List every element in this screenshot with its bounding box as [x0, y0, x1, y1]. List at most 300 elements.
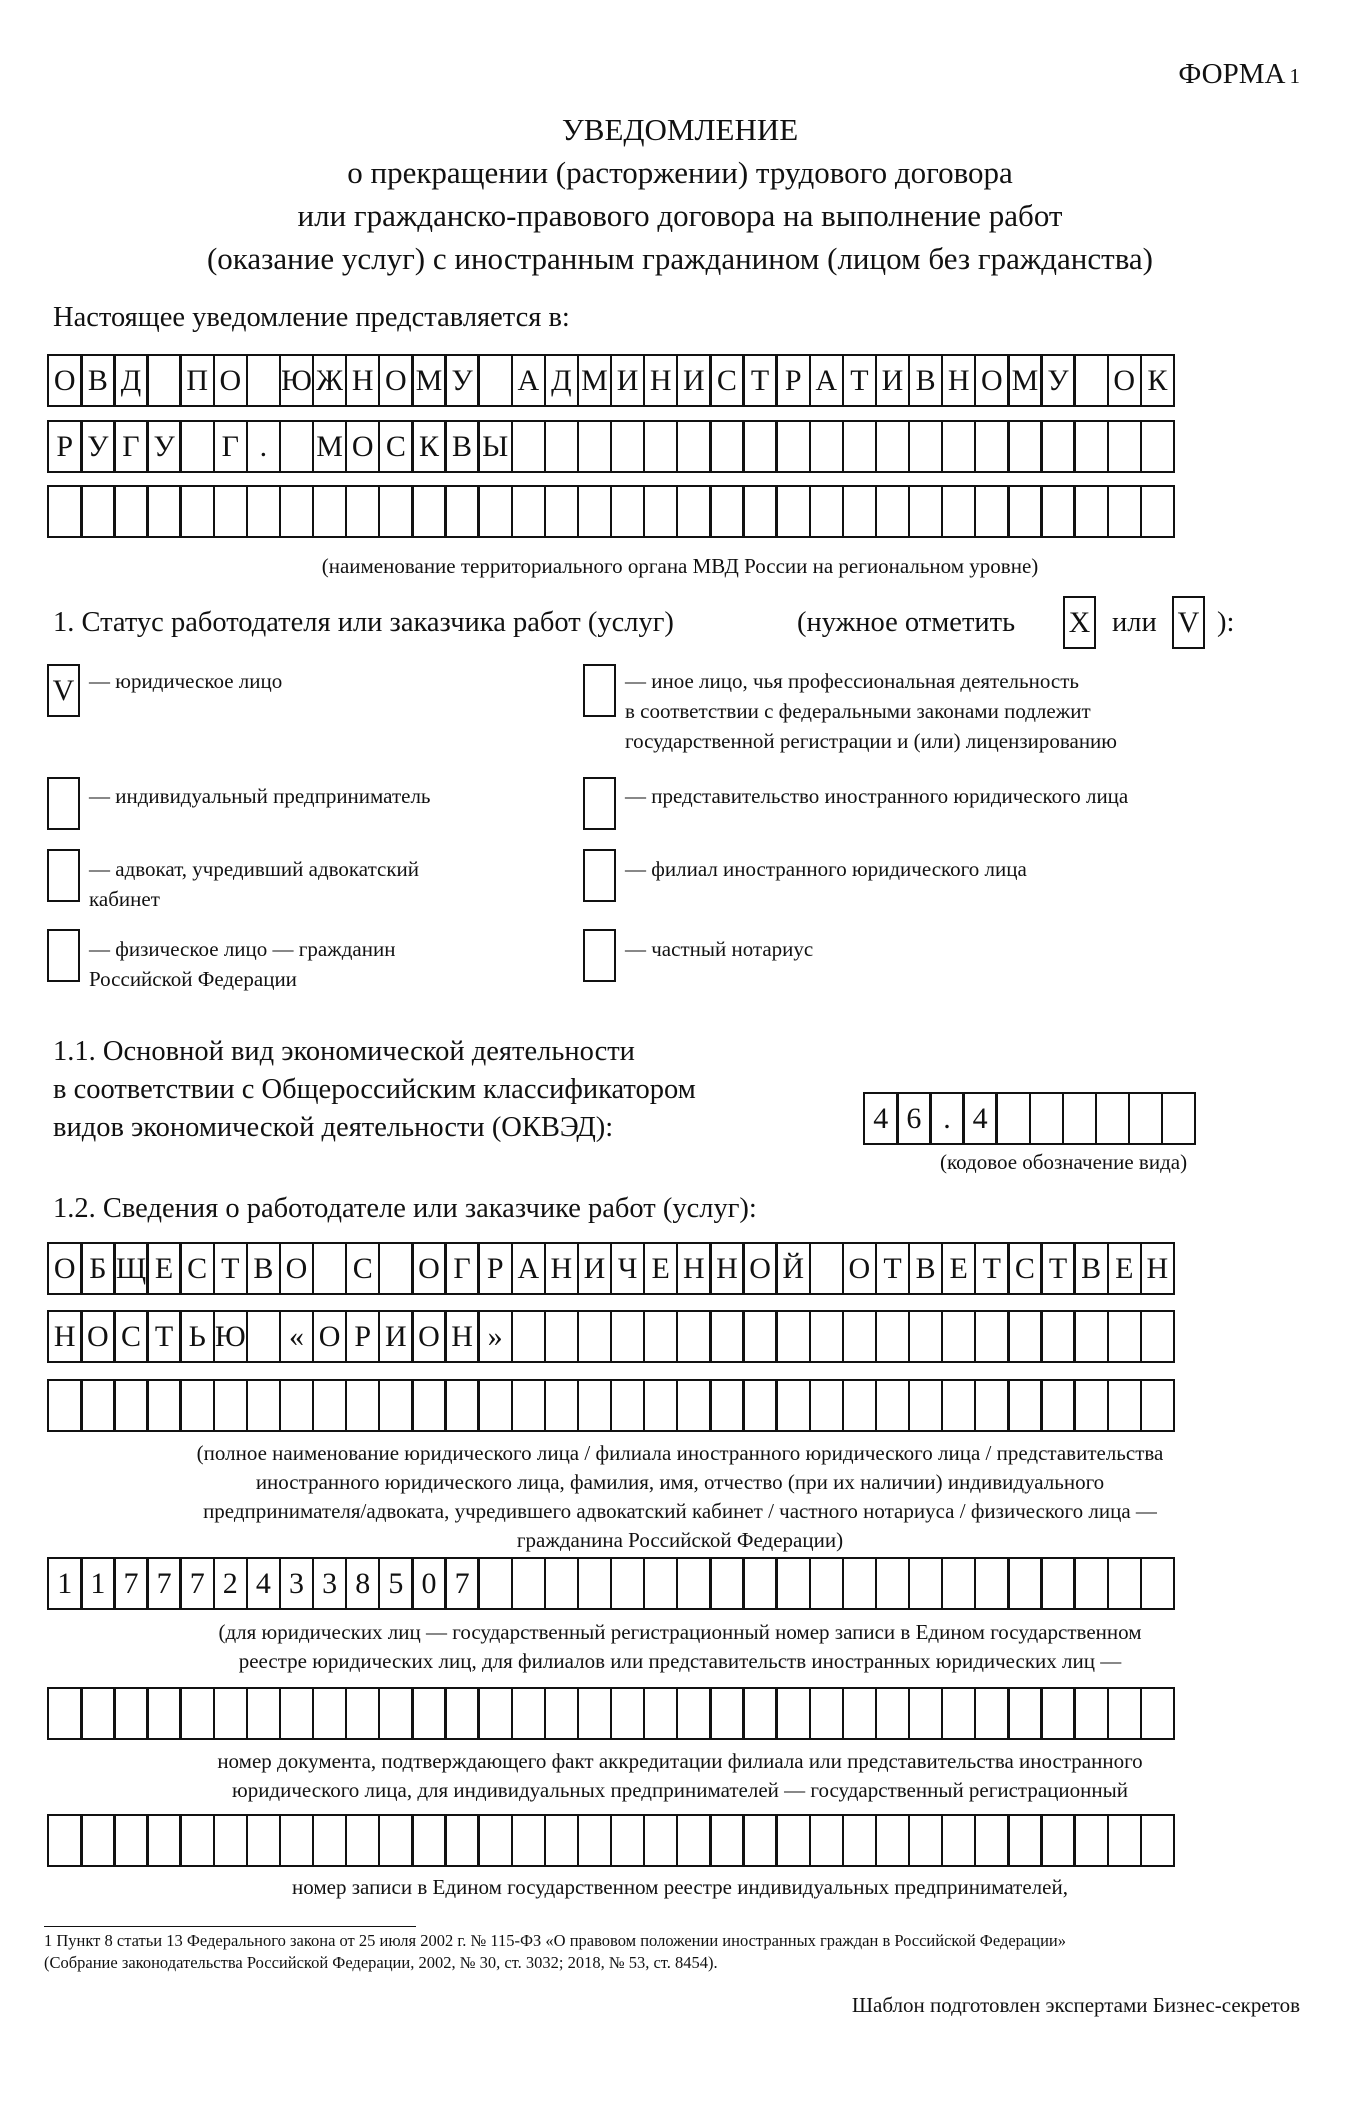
char-cell[interactable]	[676, 1814, 712, 1867]
char-cell[interactable]: .	[929, 1092, 965, 1145]
char-cell[interactable]	[279, 1379, 315, 1432]
char-cell[interactable]: Ч	[610, 1242, 646, 1295]
char-cell[interactable]: С	[378, 420, 414, 473]
char-cell[interactable]: И	[378, 1310, 414, 1363]
okved-code-cells[interactable]	[863, 1092, 1196, 1145]
char-cell[interactable]	[146, 1687, 182, 1740]
char-cell[interactable]	[179, 1379, 215, 1432]
char-cell[interactable]	[643, 485, 679, 538]
char-cell[interactable]	[80, 1814, 116, 1867]
char-cell[interactable]	[709, 485, 745, 538]
char-cell[interactable]	[995, 1092, 1031, 1145]
char-cell[interactable]: .	[246, 420, 282, 473]
char-cell[interactable]: Т	[875, 1242, 911, 1295]
char-cell[interactable]	[742, 420, 778, 473]
char-cell[interactable]	[875, 485, 911, 538]
char-cell[interactable]	[643, 1557, 679, 1610]
char-cell[interactable]	[577, 1687, 613, 1740]
char-cell[interactable]	[610, 1814, 646, 1867]
char-cell[interactable]	[477, 1557, 513, 1610]
char-cell[interactable]	[908, 485, 944, 538]
char-cell[interactable]	[444, 1379, 480, 1432]
char-cell[interactable]	[477, 485, 513, 538]
char-cell[interactable]	[842, 485, 878, 538]
char-cell[interactable]	[709, 1687, 745, 1740]
char-cell[interactable]: И	[875, 354, 911, 407]
char-cell[interactable]	[875, 1557, 911, 1610]
char-cell[interactable]: Й	[775, 1242, 811, 1295]
addressee-row-3[interactable]	[47, 485, 1175, 538]
char-cell[interactable]: Ю	[279, 354, 315, 407]
char-cell[interactable]: С	[179, 1242, 215, 1295]
char-cell[interactable]: Р	[477, 1242, 513, 1295]
char-cell[interactable]	[411, 485, 447, 538]
char-cell[interactable]	[1107, 1687, 1143, 1740]
char-cell[interactable]	[941, 1557, 977, 1610]
char-cell[interactable]	[246, 1687, 282, 1740]
char-cell[interactable]	[246, 1379, 282, 1432]
char-cell[interactable]: Б	[80, 1242, 116, 1295]
char-cell[interactable]	[974, 1557, 1010, 1610]
char-cell[interactable]	[345, 485, 381, 538]
char-cell[interactable]	[610, 1310, 646, 1363]
char-cell[interactable]	[1095, 1092, 1131, 1145]
char-cell[interactable]: О	[1107, 354, 1143, 407]
char-cell[interactable]: О	[345, 420, 381, 473]
char-cell[interactable]: В	[246, 1242, 282, 1295]
egrip-row[interactable]	[47, 1814, 1175, 1867]
char-cell[interactable]	[544, 485, 580, 538]
char-cell[interactable]: О	[213, 354, 249, 407]
char-cell[interactable]	[742, 1379, 778, 1432]
char-cell[interactable]	[47, 485, 83, 538]
char-cell[interactable]: В	[908, 354, 944, 407]
char-cell[interactable]	[80, 1379, 116, 1432]
char-cell[interactable]: О	[47, 1242, 83, 1295]
char-cell[interactable]: Р	[47, 420, 83, 473]
char-cell[interactable]	[676, 1379, 712, 1432]
char-cell[interactable]	[279, 1687, 315, 1740]
char-cell[interactable]	[213, 485, 249, 538]
char-cell[interactable]	[477, 1379, 513, 1432]
char-cell[interactable]	[709, 1557, 745, 1610]
char-cell[interactable]	[378, 1814, 414, 1867]
char-cell[interactable]	[1040, 1557, 1076, 1610]
addressee-row-1[interactable]	[47, 354, 1175, 407]
char-cell[interactable]: Н	[544, 1242, 580, 1295]
char-cell[interactable]: В	[1073, 1242, 1109, 1295]
char-cell[interactable]	[113, 485, 149, 538]
char-cell[interactable]: 7	[179, 1557, 215, 1610]
char-cell[interactable]	[312, 1814, 348, 1867]
char-cell[interactable]	[842, 420, 878, 473]
char-cell[interactable]	[1040, 1310, 1076, 1363]
char-cell[interactable]: С	[113, 1310, 149, 1363]
char-cell[interactable]: Д	[113, 354, 149, 407]
char-cell[interactable]	[610, 485, 646, 538]
char-cell[interactable]	[113, 1687, 149, 1740]
char-cell[interactable]	[842, 1310, 878, 1363]
char-cell[interactable]: Щ	[113, 1242, 149, 1295]
char-cell[interactable]	[1007, 1814, 1043, 1867]
char-cell[interactable]: Т	[146, 1310, 182, 1363]
char-cell[interactable]: О	[411, 1310, 447, 1363]
char-cell[interactable]: О	[80, 1310, 116, 1363]
char-cell[interactable]	[1140, 1379, 1176, 1432]
char-cell[interactable]	[1107, 1814, 1143, 1867]
char-cell[interactable]	[1140, 420, 1176, 473]
char-cell[interactable]: У	[1040, 354, 1076, 407]
char-cell[interactable]	[477, 1814, 513, 1867]
char-cell[interactable]	[875, 1687, 911, 1740]
char-cell[interactable]	[809, 1814, 845, 1867]
char-cell[interactable]: Н	[676, 1242, 712, 1295]
char-cell[interactable]	[279, 420, 315, 473]
char-cell[interactable]	[974, 485, 1010, 538]
char-cell[interactable]	[742, 1814, 778, 1867]
char-cell[interactable]	[80, 485, 116, 538]
char-cell[interactable]	[809, 420, 845, 473]
char-cell[interactable]	[345, 1687, 381, 1740]
char-cell[interactable]: Н	[709, 1242, 745, 1295]
char-cell[interactable]	[246, 1814, 282, 1867]
char-cell[interactable]	[643, 420, 679, 473]
char-cell[interactable]	[941, 1687, 977, 1740]
char-cell[interactable]	[941, 420, 977, 473]
char-cell[interactable]: С	[1007, 1242, 1043, 1295]
char-cell[interactable]	[875, 1379, 911, 1432]
char-cell[interactable]	[146, 1814, 182, 1867]
char-cell[interactable]	[941, 1814, 977, 1867]
char-cell[interactable]	[378, 485, 414, 538]
char-cell[interactable]	[1140, 485, 1176, 538]
char-cell[interactable]: П	[179, 354, 215, 407]
char-cell[interactable]	[676, 420, 712, 473]
char-cell[interactable]	[1062, 1092, 1098, 1145]
char-cell[interactable]: Н	[444, 1310, 480, 1363]
char-cell[interactable]	[345, 1814, 381, 1867]
char-cell[interactable]	[842, 1557, 878, 1610]
char-cell[interactable]	[941, 485, 977, 538]
char-cell[interactable]: Т	[742, 354, 778, 407]
checkbox-branch[interactable]	[583, 849, 616, 902]
char-cell[interactable]	[1007, 1557, 1043, 1610]
char-cell[interactable]: Н	[1140, 1242, 1176, 1295]
char-cell[interactable]	[511, 1379, 547, 1432]
char-cell[interactable]	[809, 1379, 845, 1432]
checkbox-individual-entrepreneur[interactable]	[47, 777, 80, 830]
char-cell[interactable]: О	[378, 354, 414, 407]
char-cell[interactable]: У	[80, 420, 116, 473]
char-cell[interactable]	[179, 420, 215, 473]
accreditation-row[interactable]	[47, 1687, 1175, 1740]
char-cell[interactable]	[775, 1687, 811, 1740]
char-cell[interactable]	[709, 1310, 745, 1363]
char-cell[interactable]: О	[974, 354, 1010, 407]
char-cell[interactable]	[477, 1687, 513, 1740]
char-cell[interactable]	[312, 1379, 348, 1432]
char-cell[interactable]	[146, 1379, 182, 1432]
char-cell[interactable]: О	[411, 1242, 447, 1295]
char-cell[interactable]	[47, 1814, 83, 1867]
char-cell[interactable]	[544, 1557, 580, 1610]
char-cell[interactable]: »	[477, 1310, 513, 1363]
char-cell[interactable]	[213, 1379, 249, 1432]
char-cell[interactable]	[809, 1242, 845, 1295]
char-cell[interactable]	[742, 1557, 778, 1610]
char-cell[interactable]	[1073, 1379, 1109, 1432]
char-cell[interactable]	[577, 1557, 613, 1610]
char-cell[interactable]	[941, 1379, 977, 1432]
char-cell[interactable]	[842, 1379, 878, 1432]
char-cell[interactable]	[1073, 485, 1109, 538]
char-cell[interactable]	[511, 1687, 547, 1740]
char-cell[interactable]	[312, 485, 348, 538]
char-cell[interactable]	[544, 420, 580, 473]
char-cell[interactable]: 8	[345, 1557, 381, 1610]
char-cell[interactable]	[974, 1379, 1010, 1432]
char-cell[interactable]	[1007, 1379, 1043, 1432]
char-cell[interactable]	[709, 420, 745, 473]
char-cell[interactable]	[246, 485, 282, 538]
employer-name-row-1[interactable]	[47, 1242, 1175, 1295]
char-cell[interactable]: И	[577, 1242, 613, 1295]
char-cell[interactable]	[544, 1814, 580, 1867]
char-cell[interactable]: Е	[941, 1242, 977, 1295]
char-cell[interactable]: О	[47, 354, 83, 407]
char-cell[interactable]	[875, 1814, 911, 1867]
char-cell[interactable]	[444, 1814, 480, 1867]
char-cell[interactable]	[1040, 1687, 1076, 1740]
char-cell[interactable]	[511, 1814, 547, 1867]
char-cell[interactable]	[213, 1814, 249, 1867]
char-cell[interactable]	[1107, 1310, 1143, 1363]
checkbox-lawyer[interactable]	[47, 849, 80, 902]
char-cell[interactable]	[610, 420, 646, 473]
char-cell[interactable]	[1140, 1687, 1176, 1740]
char-cell[interactable]	[842, 1814, 878, 1867]
char-cell[interactable]	[1040, 420, 1076, 473]
char-cell[interactable]: У	[146, 420, 182, 473]
char-cell[interactable]	[974, 1814, 1010, 1867]
char-cell[interactable]	[610, 1557, 646, 1610]
char-cell[interactable]	[1007, 420, 1043, 473]
char-cell[interactable]	[113, 1379, 149, 1432]
char-cell[interactable]	[1073, 1814, 1109, 1867]
char-cell[interactable]	[974, 1310, 1010, 1363]
char-cell[interactable]: 7	[444, 1557, 480, 1610]
char-cell[interactable]	[941, 1310, 977, 1363]
char-cell[interactable]: О	[742, 1242, 778, 1295]
char-cell[interactable]	[312, 1687, 348, 1740]
char-cell[interactable]	[577, 420, 613, 473]
char-cell[interactable]	[179, 1687, 215, 1740]
char-cell[interactable]: В	[444, 420, 480, 473]
char-cell[interactable]: А	[511, 354, 547, 407]
char-cell[interactable]	[1040, 485, 1076, 538]
char-cell[interactable]: Н	[47, 1310, 83, 1363]
char-cell[interactable]	[1007, 1310, 1043, 1363]
char-cell[interactable]: 3	[279, 1557, 315, 1610]
char-cell[interactable]	[1040, 1814, 1076, 1867]
char-cell[interactable]: В	[80, 354, 116, 407]
char-cell[interactable]	[974, 420, 1010, 473]
char-cell[interactable]	[809, 1310, 845, 1363]
char-cell[interactable]	[809, 1557, 845, 1610]
char-cell[interactable]	[577, 485, 613, 538]
char-cell[interactable]: И	[610, 354, 646, 407]
char-cell[interactable]: О	[312, 1310, 348, 1363]
char-cell[interactable]	[378, 1242, 414, 1295]
char-cell[interactable]	[1007, 485, 1043, 538]
char-cell[interactable]	[279, 485, 315, 538]
char-cell[interactable]	[1007, 1687, 1043, 1740]
char-cell[interactable]	[246, 1310, 282, 1363]
char-cell[interactable]	[1029, 1092, 1065, 1145]
char-cell[interactable]: К	[1140, 354, 1176, 407]
char-cell[interactable]	[80, 1687, 116, 1740]
char-cell[interactable]: Д	[544, 354, 580, 407]
char-cell[interactable]: Ь	[179, 1310, 215, 1363]
char-cell[interactable]	[643, 1379, 679, 1432]
char-cell[interactable]: 1	[80, 1557, 116, 1610]
char-cell[interactable]: Т	[213, 1242, 249, 1295]
checkbox-notary[interactable]	[583, 929, 616, 982]
char-cell[interactable]	[47, 1687, 83, 1740]
char-cell[interactable]	[709, 1814, 745, 1867]
char-cell[interactable]	[709, 1379, 745, 1432]
char-cell[interactable]	[1107, 1557, 1143, 1610]
char-cell[interactable]: Е	[643, 1242, 679, 1295]
registration-number-row[interactable]	[47, 1557, 1175, 1610]
char-cell[interactable]: Е	[1107, 1242, 1143, 1295]
char-cell[interactable]	[378, 1379, 414, 1432]
char-cell[interactable]	[279, 1814, 315, 1867]
char-cell[interactable]	[544, 1379, 580, 1432]
char-cell[interactable]	[809, 485, 845, 538]
checkbox-other-person[interactable]	[583, 664, 616, 717]
char-cell[interactable]: 1	[47, 1557, 83, 1610]
char-cell[interactable]	[908, 1557, 944, 1610]
char-cell[interactable]	[213, 1687, 249, 1740]
char-cell[interactable]	[610, 1379, 646, 1432]
checkbox-individual-citizen[interactable]	[47, 929, 80, 982]
char-cell[interactable]	[809, 1687, 845, 1740]
char-cell[interactable]	[1128, 1092, 1164, 1145]
char-cell[interactable]	[511, 420, 547, 473]
char-cell[interactable]	[775, 420, 811, 473]
char-cell[interactable]	[577, 1814, 613, 1867]
char-cell[interactable]	[1073, 1687, 1109, 1740]
char-cell[interactable]	[577, 1310, 613, 1363]
char-cell[interactable]: Т	[1040, 1242, 1076, 1295]
char-cell[interactable]	[676, 1557, 712, 1610]
char-cell[interactable]: 5	[378, 1557, 414, 1610]
char-cell[interactable]	[742, 485, 778, 538]
char-cell[interactable]: 0	[411, 1557, 447, 1610]
char-cell[interactable]	[775, 1379, 811, 1432]
char-cell[interactable]	[1140, 1557, 1176, 1610]
char-cell[interactable]	[676, 1310, 712, 1363]
char-cell[interactable]: Н	[643, 354, 679, 407]
char-cell[interactable]: М	[312, 420, 348, 473]
char-cell[interactable]	[411, 1379, 447, 1432]
char-cell[interactable]: С	[709, 354, 745, 407]
char-cell[interactable]	[544, 1310, 580, 1363]
char-cell[interactable]: 4	[962, 1092, 998, 1145]
char-cell[interactable]: Т	[842, 354, 878, 407]
char-cell[interactable]	[1161, 1092, 1197, 1145]
char-cell[interactable]	[974, 1687, 1010, 1740]
char-cell[interactable]	[676, 1687, 712, 1740]
char-cell[interactable]	[875, 420, 911, 473]
char-cell[interactable]	[908, 420, 944, 473]
char-cell[interactable]: Н	[345, 354, 381, 407]
char-cell[interactable]	[345, 1379, 381, 1432]
char-cell[interactable]	[842, 1687, 878, 1740]
char-cell[interactable]	[477, 354, 513, 407]
char-cell[interactable]: И	[676, 354, 712, 407]
char-cell[interactable]: А	[809, 354, 845, 407]
char-cell[interactable]	[246, 354, 282, 407]
char-cell[interactable]	[775, 1814, 811, 1867]
char-cell[interactable]: Г	[213, 420, 249, 473]
char-cell[interactable]: С	[345, 1242, 381, 1295]
char-cell[interactable]	[544, 1687, 580, 1740]
char-cell[interactable]: М	[411, 354, 447, 407]
addressee-row-2[interactable]	[47, 420, 1175, 473]
char-cell[interactable]	[511, 1310, 547, 1363]
char-cell[interactable]: 4	[246, 1557, 282, 1610]
char-cell[interactable]: А	[511, 1242, 547, 1295]
char-cell[interactable]	[775, 485, 811, 538]
char-cell[interactable]: М	[1007, 354, 1043, 407]
char-cell[interactable]: Н	[941, 354, 977, 407]
char-cell[interactable]	[179, 1814, 215, 1867]
char-cell[interactable]: Г	[113, 420, 149, 473]
char-cell[interactable]	[775, 1557, 811, 1610]
char-cell[interactable]	[742, 1310, 778, 1363]
char-cell[interactable]	[1073, 420, 1109, 473]
char-cell[interactable]: У	[444, 354, 480, 407]
char-cell[interactable]	[1073, 1310, 1109, 1363]
char-cell[interactable]: Ы	[477, 420, 513, 473]
char-cell[interactable]: О	[842, 1242, 878, 1295]
char-cell[interactable]	[47, 1379, 83, 1432]
char-cell[interactable]: 7	[146, 1557, 182, 1610]
char-cell[interactable]	[1140, 1814, 1176, 1867]
char-cell[interactable]	[908, 1379, 944, 1432]
char-cell[interactable]	[676, 485, 712, 538]
char-cell[interactable]	[511, 485, 547, 538]
char-cell[interactable]: В	[908, 1242, 944, 1295]
char-cell[interactable]: Р	[775, 354, 811, 407]
char-cell[interactable]	[908, 1310, 944, 1363]
char-cell[interactable]	[1107, 485, 1143, 538]
char-cell[interactable]	[411, 1687, 447, 1740]
char-cell[interactable]	[179, 485, 215, 538]
char-cell[interactable]: «	[279, 1310, 315, 1363]
char-cell[interactable]	[643, 1814, 679, 1867]
char-cell[interactable]: Г	[444, 1242, 480, 1295]
char-cell[interactable]	[908, 1814, 944, 1867]
char-cell[interactable]: 3	[312, 1557, 348, 1610]
char-cell[interactable]: Т	[974, 1242, 1010, 1295]
char-cell[interactable]	[1040, 1379, 1076, 1432]
char-cell[interactable]: Ю	[213, 1310, 249, 1363]
char-cell[interactable]	[1073, 1557, 1109, 1610]
char-cell[interactable]	[577, 1379, 613, 1432]
